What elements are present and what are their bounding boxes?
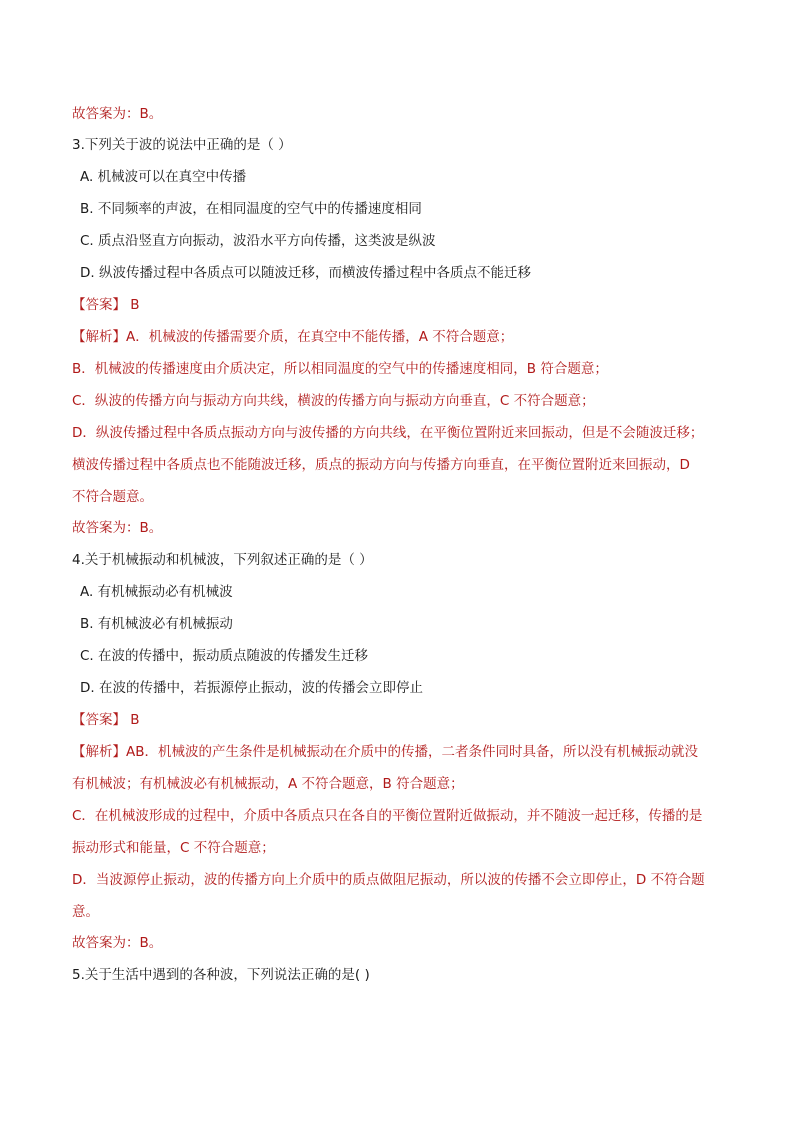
question-3-option-a: A. 机械波可以在真空中传播 bbox=[80, 169, 247, 185]
analysis-line: D．当波源停止振动，波的传播方向上介质中的质点做阻尼振动，所以波的传播不会立即停止，D 不符合题 bbox=[72, 872, 705, 888]
analysis-line: 不符合题意。 bbox=[72, 489, 153, 505]
analysis-line bbox=[72, 743, 698, 761]
question-4-option-a: A. 有机械振动必有机械波 bbox=[80, 584, 233, 600]
analysis-line: C．在机械波形成的过程中，介质中各质点只在各自的平衡位置附近做振动，并不随波一起迁移，传播的是 bbox=[72, 808, 703, 824]
question-5: 5.关于生活中遇到的各种波，下列说法正确的是( ) bbox=[72, 967, 370, 983]
analysis-tag: 【解析】 bbox=[72, 744, 126, 760]
analysis-line: C．纵波的传播方向与振动方向共线，横波的传播方向与振动方向垂直，C 不符合题意； bbox=[72, 393, 595, 409]
analysis-text: AB．机械波的产生条件是机械振动在介质中的传播，二者条件同时具备，所以没有机械振动就没 bbox=[126, 744, 698, 760]
question-4-option-c: C. 在波的传播中，振动质点随波的传播发生迁移 bbox=[80, 648, 369, 664]
analysis-line: 有机械波；有机械波必有机械振动，A 不符合题意，B 符合题意； bbox=[72, 776, 464, 792]
answer-tag: 【答案】 bbox=[72, 712, 126, 728]
final-answer-line: 故答案为：B。 bbox=[72, 935, 163, 951]
analysis-line: 意。 bbox=[72, 904, 99, 920]
answer-tag: 【答案】 bbox=[72, 297, 126, 313]
analysis-line: 振动形式和能量，C 不符合题意； bbox=[72, 840, 275, 856]
question-4: 4.关于机械振动和机械波，下列叙述正确的是（ ） bbox=[72, 552, 373, 568]
final-answer-line: 故答案为：B。 bbox=[72, 520, 163, 536]
answer-line bbox=[72, 296, 140, 314]
question-4-option-d: D. 在波的传播中，若振源停止振动，波的传播会立即停止 bbox=[80, 680, 423, 696]
analysis-line: 横波传播过程中各质点也不能随波迁移，质点的振动方向与传播方向垂直，在平衡位置附近来回振动，D bbox=[72, 457, 690, 473]
final-answer-line: 故答案为：B。 bbox=[72, 106, 163, 122]
question-3: 3.下列关于波的说法中正确的是（ ） bbox=[72, 137, 292, 153]
question-3-option-d: D. 纵波传播过程中各质点可以随波迁移，而横波传播过程中各质点不能迁移 bbox=[80, 265, 531, 281]
answer-value: B bbox=[126, 712, 140, 728]
question-4-option-b: B. 有机械波必有机械振动 bbox=[80, 616, 233, 632]
question-3-option-c: C. 质点沿竖直方向振动，波沿水平方向传播，这类波是纵波 bbox=[80, 233, 436, 249]
answer-line bbox=[72, 711, 140, 729]
analysis-line: B．机械波的传播速度由介质决定，所以相同温度的空气中的传播速度相同，B 符合题意； bbox=[72, 361, 608, 377]
answer-value: B bbox=[126, 297, 140, 313]
analysis-text: A．机械波的传播需要介质，在真空中不能传播，A 不符合题意； bbox=[126, 329, 514, 345]
analysis-line: D．纵波传播过程中各质点振动方向与波传播的方向共线，在平衡位置附近来回振动，但是不会随波迁移； bbox=[72, 425, 704, 441]
question-3-option-b: B. 不同频率的声波，在相同温度的空气中的传播速度相同 bbox=[80, 201, 422, 217]
analysis-tag: 【解析】 bbox=[72, 329, 126, 345]
analysis-line bbox=[72, 328, 513, 346]
